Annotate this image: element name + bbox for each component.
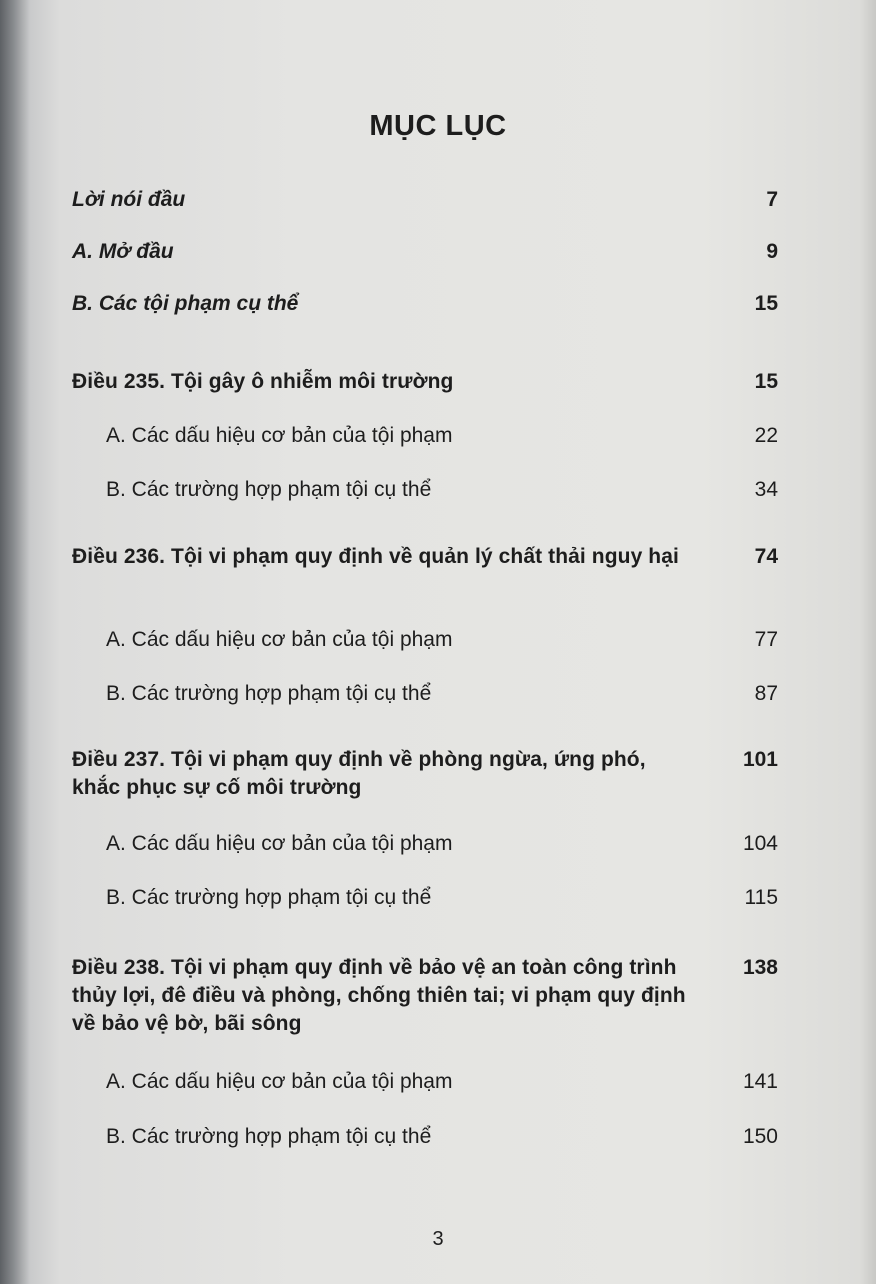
toc-article-page: 138 [742,956,778,979]
toc-subentry [106,1068,778,1096]
toc-subentry [106,476,778,504]
toc-article-page: 15 [754,370,778,393]
toc-subentry [106,884,778,912]
toc-entry-label: A. Mở đầu [72,240,174,263]
toc-subentry [106,1123,778,1151]
toc-subentry-label: A. Các dấu hiệu cơ bản của tội phạm [106,628,453,651]
toc-entry-label: B. Các tội phạm cụ thể [72,292,299,315]
toc-article-236 [72,543,778,571]
toc-entry-introduction [72,238,778,266]
toc-article-page: 74 [754,545,778,568]
toc-article-235 [72,368,778,396]
page-title: MỤC LỤC [369,110,507,142]
toc-article-page: 101 [742,748,778,771]
toc-article-label: Điều 237. Tội vi phạm quy định về phòng ngừa, ứng phó, khắc phục sự cố môi trường [72,748,646,799]
toc-subentry-page: 77 [754,628,778,651]
toc-subentry [106,680,778,708]
toc-subentry-label: B. Các trường hợp phạm tội cụ thể [106,478,432,501]
toc-entry-label: Lời nói đầu [72,188,186,211]
toc-subentry-page: 22 [754,424,778,447]
toc-entry-page: 15 [754,292,778,315]
toc-article-238 [72,954,778,1038]
toc-entry-page: 7 [766,188,778,211]
toc-subentry-page: 141 [742,1070,778,1093]
toc-subentry-page: 104 [742,832,778,855]
toc-subentry [106,422,778,450]
toc-article-237 [72,746,778,802]
toc-article-label: Điều 236. Tội vi phạm quy định về quản lý chất thải nguy hại [72,545,679,568]
toc-subentry [106,626,778,654]
toc-subentry-label: B. Các trường hợp phạm tội cụ thể [106,682,432,705]
toc-subentry-label: A. Các dấu hiệu cơ bản của tội phạm [106,424,453,447]
toc-entry-page: 9 [766,240,778,263]
toc-subentry-label: B. Các trường hợp phạm tội cụ thể [106,886,432,909]
toc-entry-specific-crimes [72,290,778,318]
toc-subentry-label: B. Các trường hợp phạm tội cụ thể [106,1125,432,1148]
toc-subentry-page: 150 [742,1125,778,1148]
toc-subentry-page: 115 [744,886,778,909]
toc-subentry-label: A. Các dấu hiệu cơ bản của tội phạm [106,832,453,855]
toc-subentry-page: 87 [754,682,778,705]
toc-article-label: Điều 238. Tội vi phạm quy định về bảo vệ an toàn công trình thủy lợi, đê điều và phòng, chống thiên tai; vi phạm quy định về bảo vệ bờ, bãi sông [72,956,686,1035]
page-number: 3 [432,1228,444,1250]
toc-article-label: Điều 235. Tội gây ô nhiễm môi trường [72,370,454,393]
toc-subentry [106,830,778,858]
toc-subentry-label: A. Các dấu hiệu cơ bản của tội phạm [106,1070,453,1093]
toc-subentry-page: 34 [754,478,778,501]
toc-entry-foreword [72,186,778,214]
